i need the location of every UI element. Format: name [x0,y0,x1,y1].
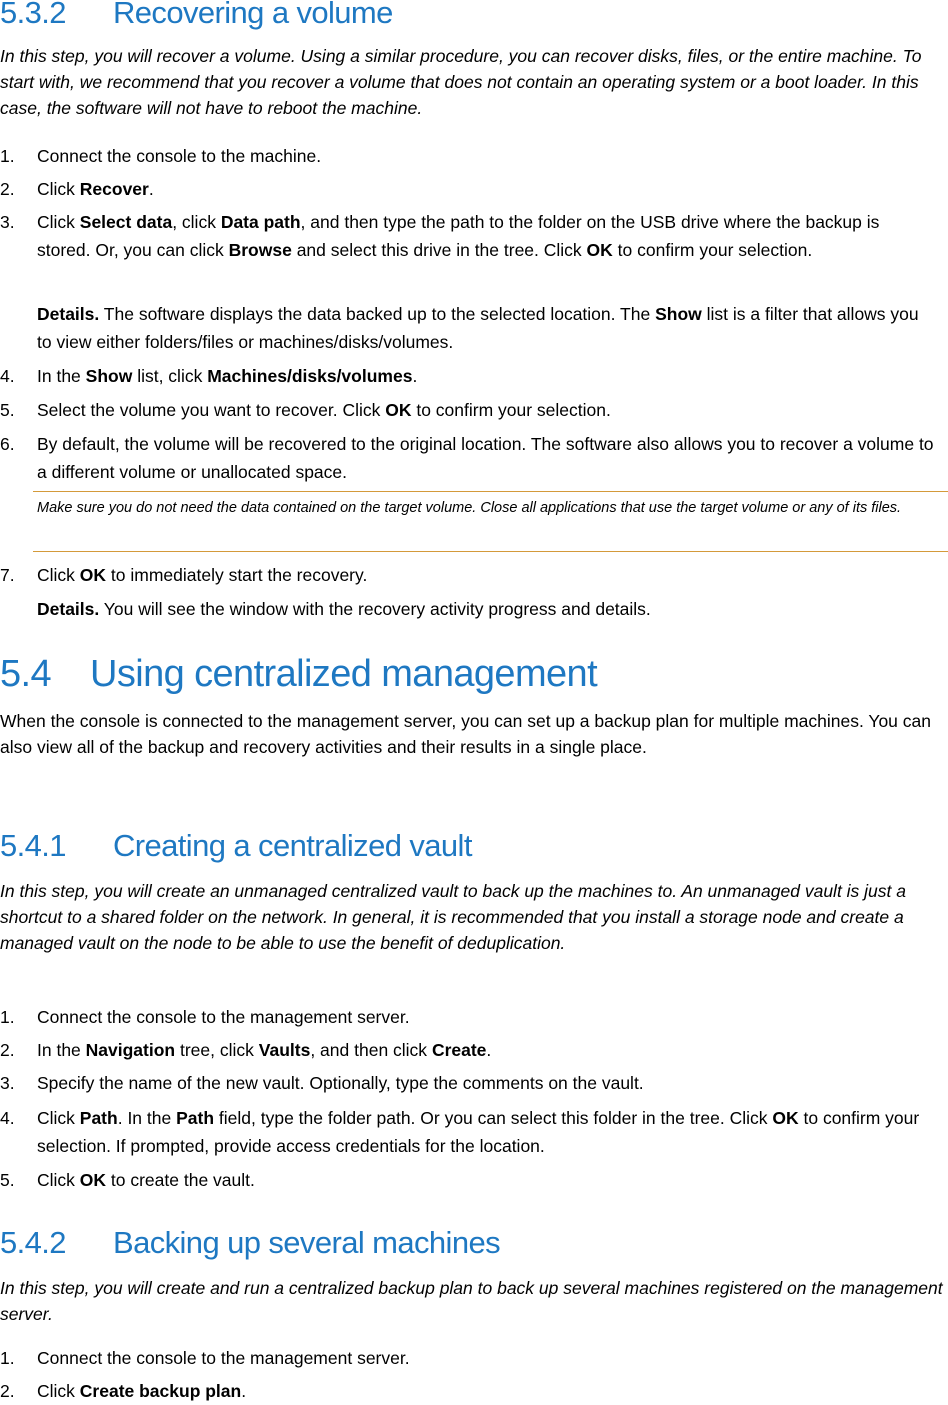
list-text-run: Click [37,565,80,585]
ui-term: OK [772,1108,799,1128]
list-item [0,1377,936,1405]
list-text [37,1003,936,1031]
intro-5-4-2: In this step, you will create and run a centralized backup plan to back up several machines registered on the management server. [0,1278,943,1324]
list-text-run: . [148,179,154,199]
ui-term: Data path [220,212,301,232]
heading-title: Using centralized management [90,653,598,695]
heading-number: 5.4.2 [0,1225,66,1260]
ui-term: Create [431,1040,487,1060]
list-text-run: In the [37,366,86,386]
list-text-run: . [412,366,418,386]
ui-term: Select data [79,212,173,232]
list-text-run: . [241,1381,247,1401]
heading-5-4-1 [0,830,948,862]
heading-title: Recovering a volume [113,0,393,30]
list-text [37,561,936,589]
list-text-run: In the [37,1040,86,1060]
list-number: 4. [0,1108,15,1128]
list-text [37,1166,936,1194]
ui-term: Show [85,366,133,386]
list-number: 1. [0,146,15,166]
list-text [37,208,936,264]
heading-number: 5.4 [0,653,52,695]
heading-title: Backing up several machines [113,1225,501,1260]
ui-term: Vaults [258,1040,311,1060]
ui-term: Recover [79,179,149,199]
list-item [0,142,936,170]
list-text-run: Specify the name of the new vault. Optionally, type the comments on the vault. [37,1073,644,1093]
heading-number: 5.4.1 [0,828,66,863]
list-text-run: list, click [132,366,208,386]
ui-term: Path [79,1108,118,1128]
list-number: 2. [0,1040,15,1060]
list-text-run: . [486,1040,492,1060]
list-number: 7. [0,565,15,585]
intro-5-3-2: In this step, you will recover a volume. Using a similar procedure, you can recover disks, files, or the entire machine. To start with, we recommend that you recover a volume that does not contain an operating system or a boot loader. In this case, the software will not have to reboot the machine. [0,46,922,118]
list-number: 1. [0,1348,15,1368]
list-text-run: tree, click [175,1040,259,1060]
list-text-run: and select this drive in the tree. Click [291,240,587,260]
list-item [0,396,936,424]
list-text-run: Click [37,212,80,232]
list-item [0,362,936,390]
heading-5-3-2 [0,0,948,29]
ui-term: OK [79,1170,107,1190]
intro-5-4-1: In this step, you will create an unmanaged centralized vault to back up the machines to. An unmanaged vault is just a shortcut to a shared folder on the network. In general, it is recommended that you install a storage node and create a managed vault on the node to be able to use the benefit of deduplication. [0,881,906,953]
list-text [37,1036,936,1064]
heading-title: Creating a centralized vault [113,828,472,863]
list-text-run: Connect the console to the management server. [37,1007,410,1027]
list-text-run: field, type the folder path. Or you can select this folder in the tree. Click [214,1108,773,1128]
list-text-run: , and then click [310,1040,432,1060]
list-text-run: to immediately start the recovery. [106,565,368,585]
list-text-run: Click [37,1381,80,1401]
list-text-run: Click [37,179,80,199]
details-paragraph: Details. The software displays the data backed up to the selected location. The Show list is a filter that allows you to view either folders/files or machines/disks/volumes. [37,304,919,352]
list-item [0,561,936,589]
ui-term: Browse [228,240,292,260]
list-item [0,1104,936,1160]
list-text-run: . In the [117,1108,177,1128]
list-text-run: Click [37,1170,80,1190]
list-text-run: Connect the console to the machine. [37,146,322,166]
ui-term: OK [385,400,412,420]
list-text [37,362,936,390]
list-text-run: to create the vault. [106,1170,255,1190]
list-item [0,1003,936,1031]
list-text-run: , click [172,212,221,232]
list-text-run: Select the volume you want to recover. Click [37,400,386,420]
list-number: 2. [0,179,15,199]
list-text-run: to confirm your selection. [411,400,611,420]
list-text-run: to confirm your selection. If prompted, provide access credentials for the location. [37,1108,920,1156]
details-paragraph: Details. You will see the window with the recovery activity progress and details. [37,599,651,619]
list-text [37,142,936,170]
list-text [37,396,936,424]
list-text [37,430,936,486]
list-text-run: By default, the volume will be recovered to the original location. The software also allows you to recover a volume to a different volume or unallocated space. [37,434,934,482]
ui-term: Path [176,1108,215,1128]
list-text-run: to confirm your selection. [612,240,813,260]
list-text-run: Click [37,1108,80,1128]
list-item [0,1344,936,1372]
list-item [0,208,936,264]
list-number: 3. [0,1073,15,1093]
list-number: 4. [0,366,15,386]
list-text [37,1069,936,1097]
list-item [0,1069,936,1097]
list-number: 6. [0,434,15,454]
heading-5-4-2 [0,1227,948,1259]
list-number: 5. [0,1170,15,1190]
list-text-run: , and then type the path to the folder on the USB drive where the backup is stored. Or, you can click [37,212,880,260]
ui-term: Navigation [85,1040,176,1060]
list-number: 2. [0,1381,15,1401]
list-item [0,1166,936,1194]
list-number: 5. [0,400,15,420]
ui-term: OK [79,565,107,585]
note-box: Make sure you do not need the data contained on the target volume. Close all applications that use the target volume or any of its files. [33,491,948,552]
list-text [37,175,936,203]
list-item [0,175,936,203]
list-number: 1. [0,1007,15,1027]
list-item [0,1036,936,1064]
list-text-run: Connect the console to the management server. [37,1348,410,1368]
heading-number: 5.3.2 [0,0,66,30]
ui-term: Machines/disks/volumes [207,366,413,386]
body-5-4: When the console is connected to the management server, you can set up a backup plan for multiple machines. You can also view all of the backup and recovery activities and their results in a single place. [0,711,931,757]
ui-term: Create backup plan [79,1381,242,1401]
heading-5-4 [0,654,948,694]
list-text [37,1377,936,1405]
list-item [0,430,936,486]
list-text [37,1104,936,1160]
list-number: 3. [0,212,15,232]
list-text [37,1344,936,1372]
ui-term: OK [586,240,613,260]
